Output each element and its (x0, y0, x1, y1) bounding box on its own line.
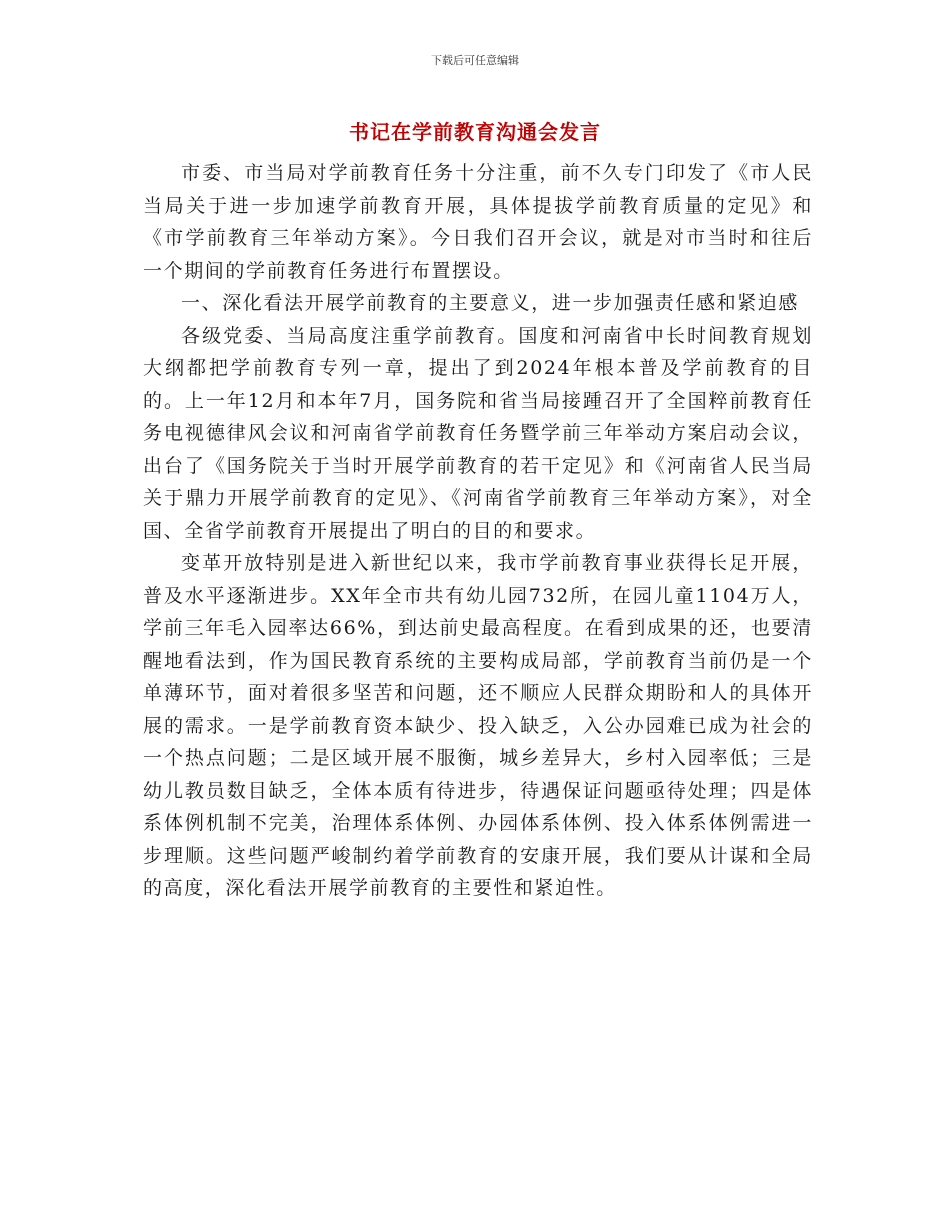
paragraph-progress: 变革开放特别是进入新世纪以来，我市学前教育事业获得长足开展，普及水平逐渐进步。XX年全市共有幼儿园732所，在园儿童1104万人，学前三年毛入园率达66%，到达前史最高程度。在看到成果的还，也要清醒地看法到，作为国民教育系统的主要构成局部，学前教育当前仍是一个单薄环节，面对着很多坚苦和问题，还不顺应人民群众期盼和人的具体开展的需求。一是学前教育资本缺少、投入缺乏，入公办园难已成为社会的一个热点问题；二是区域开展不服衡，城乡差异大，乡村入园率低；三是幼儿教员数目缺乏，全体本质有待进步，待遇保证问题亟待处理；四是体系体例机制不完美，治理体系体例、办园体系体例、投入体系体例需进一步理顺。这些问题严峻制约着学前教育的安康开展，我们要从计谋和全局的高度，深化看法开展学前教育的主要性和紧迫性。 (143, 552, 813, 899)
paragraph-intro: 市委、市当局对学前教育任务十分注重，前不久专门印发了《市人民当局关于进一步加速学前教育开展，具体提拔学前教育质量的定见》和《市学前教育三年举动方案》。今日我们召开会议，就是对市当时和往后一个期间的学前教育任务进行布置摆设。 (143, 162, 813, 282)
header-note: 下载后可任意编辑 (431, 54, 519, 67)
document-body (143, 157, 813, 905)
document-title: 书记在学前教育沟通会发言 (349, 120, 601, 144)
section-heading-1: 一、深化看法开展学前教育的主要意义，进一步加强责任感和紧迫感 (181, 292, 800, 314)
paragraph-policy: 各级党委、当局高度注重学前教育。国度和河南省中长时间教育规划大纲都把学前教育专列一章，提出了到2024年根本普及学前教育的目的。上一年12月和本年7月，国务院和省当局接踵召开了全国粹前教育任务电视德律风会议和河南省学前教育任务暨学前三年举动方案启动会议，出台了《国务院关于当时开展学前教育的若干定见》和《河南省人民当局关于鼎力开展学前教育的定见》、《河南省学前教育三年举动方案》，对全国、全省学前教育开展提出了明白的目的和要求。 (143, 324, 813, 542)
